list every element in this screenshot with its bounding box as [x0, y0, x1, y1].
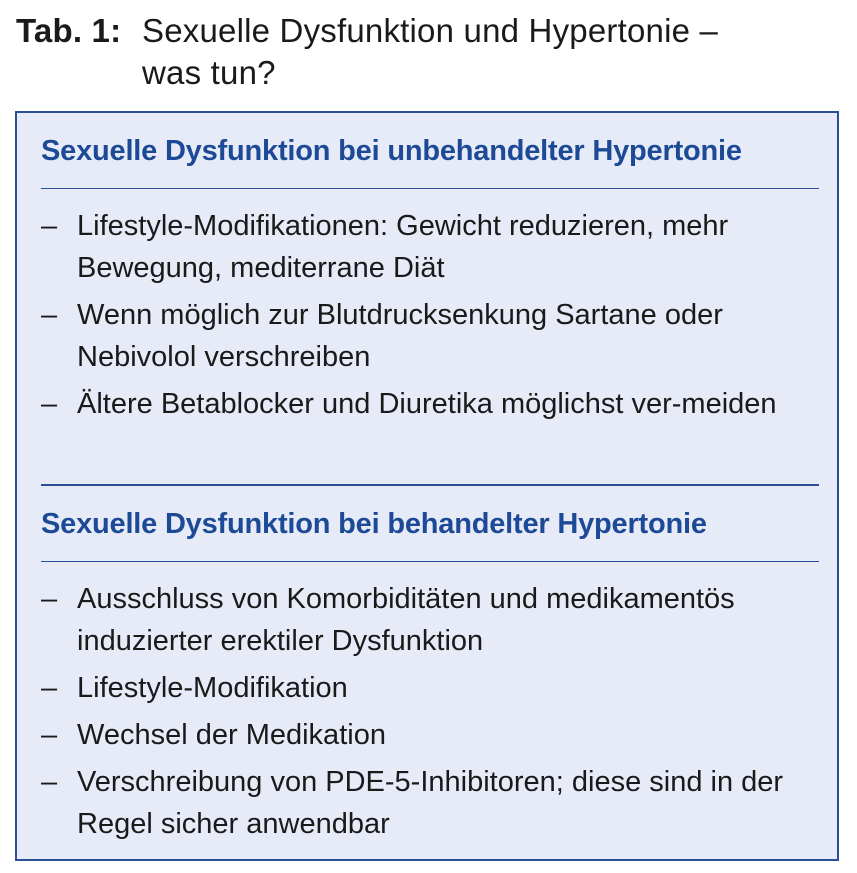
list-item-text: Lifestyle-Modifikation [77, 672, 348, 704]
bullet-dash: – [41, 672, 58, 704]
bullet-dash: – [41, 719, 58, 751]
caption-row-1 [16, 10, 816, 52]
list-item-text: Lifestyle-Modifikationen: Gewicht reduzieren, mehr Bewegung, mediterrane Diät [77, 210, 729, 284]
list-item-text: Wechsel der Medikation [77, 719, 386, 751]
list-item [41, 294, 821, 378]
bullet-dash: – [41, 388, 58, 420]
bullet-dash: – [41, 299, 58, 331]
list-item [41, 714, 821, 756]
section-rule-treated [41, 561, 819, 562]
list-item-text: Ausschluss von Komorbiditäten und medikamentös induzierter erektiler Dysfunktion [77, 583, 735, 657]
list-item-text: Ältere Betablocker und Diuretika möglichst ver-meiden [77, 388, 777, 420]
bullet-dash: – [41, 210, 58, 242]
list-item [41, 578, 821, 662]
list-treated [41, 578, 821, 850]
list-untreated [41, 205, 821, 430]
section-divider [41, 484, 819, 486]
caption-label-spacer [16, 52, 142, 94]
section-heading-untreated: Sexuelle Dysfunktion bei unbehandelter Hypertonie [41, 135, 742, 167]
caption-label: Tab. 1: [16, 12, 122, 49]
section-rule-untreated [41, 188, 819, 189]
bullet-dash: – [41, 583, 58, 615]
list-item-text: Wenn möglich zur Blutdrucksenkung Sartane oder Nebivolol verschreiben [77, 299, 723, 373]
table-caption [16, 10, 816, 94]
list-item [41, 205, 821, 289]
bullet-dash: – [41, 766, 58, 798]
section-heading-treated: Sexuelle Dysfunktion bei behandelter Hypertonie [41, 508, 707, 540]
caption-title-line-1: Sexuelle Dysfunktion und Hypertonie – [142, 12, 719, 49]
list-item [41, 761, 821, 845]
list-item-text: Verschreibung von PDE-5-Inhibitoren; diese sind in der Regel sicher anwendbar [77, 766, 784, 840]
list-item [41, 383, 821, 425]
table-panel [15, 111, 839, 861]
caption-row-2 [16, 52, 816, 94]
caption-title-line-2: was tun? [142, 54, 276, 91]
list-item [41, 667, 821, 709]
